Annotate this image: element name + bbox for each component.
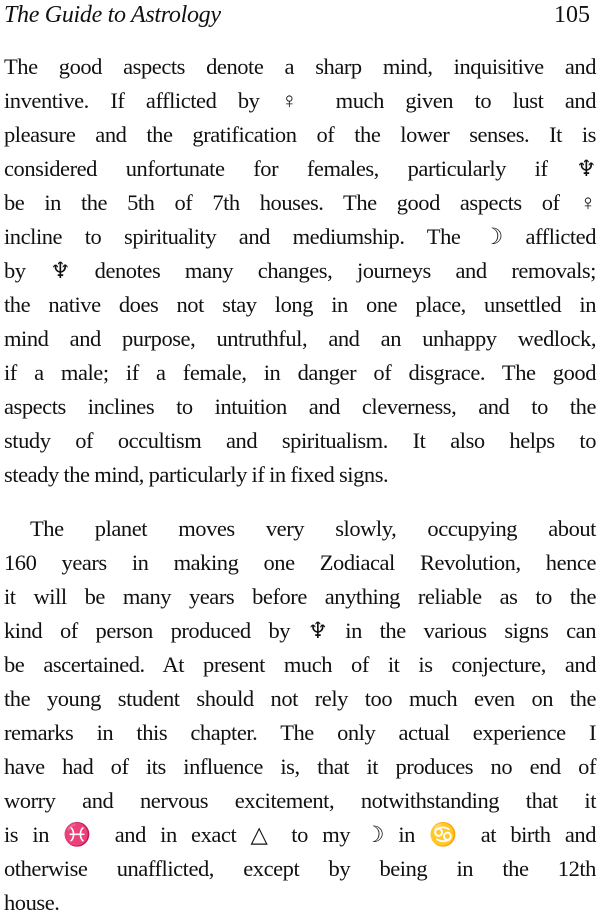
text-line: inventive. If afflicted by ♀ much given to lust and <box>4 88 596 113</box>
text-line: steady the mind, particularly if in fixed signs. <box>4 462 389 487</box>
text-line: the young student should not rely too much even on the <box>4 686 596 711</box>
text-line: remarks in this chapter. The only actual experience I <box>4 720 596 745</box>
text-line: mind and purpose, untruthful, and an unhappy wedlock, <box>4 326 596 351</box>
text-line: The planet moves very slowly, occupying about <box>30 516 596 541</box>
text-line: aspects inclines to intuition and cleverness, and to the <box>4 394 596 419</box>
text-line: the native does not stay long in one place, unsettled in <box>4 292 596 317</box>
text-line: kind of person produced by ♆ in the various signs can <box>4 618 596 643</box>
paragraph-spacer <box>4 492 596 512</box>
paragraph-2 <box>4 512 596 920</box>
text-line: house. <box>4 890 60 915</box>
text-line: by ♆ denotes many changes, journeys and removals; <box>4 258 596 283</box>
text-line: if a male; if a female, in danger of disgrace. The good <box>4 360 596 385</box>
page-header <box>4 2 590 32</box>
text-line: 160 years in making one Zodiacal Revolution, hence <box>4 550 596 575</box>
text-line: be ascertained. At present much of it is conjecture, and <box>4 652 596 677</box>
text-line: have had of its influence is, that it produces no end of <box>4 754 596 779</box>
text-line: pleasure and the gratification of the lower senses. It is <box>4 122 596 147</box>
text-line: otherwise unafflicted, except by being in the 12th <box>4 856 596 881</box>
text-line: worry and nervous excitement, notwithstanding that it <box>4 788 596 813</box>
text-line: The good aspects denote a sharp mind, inquisitive and <box>4 54 596 79</box>
running-title: The Guide to Astrology <box>4 2 221 28</box>
body-text <box>4 50 596 920</box>
page-number: 105 <box>554 2 590 28</box>
text-line: be in the 5th of 7th houses. The good aspects of ♀ <box>4 190 596 215</box>
text-line: is in ♓ and in exact △ to my ☽ in ♋ at birth and <box>4 822 596 847</box>
text-line: considered unfortunate for females, particularly if ♆ <box>4 156 596 181</box>
text-line: it will be many years before anything reliable as to the <box>4 584 596 609</box>
text-line: study of occultism and spiritualism. It also helps to <box>4 428 596 453</box>
text-line: incline to spirituality and mediumship. The ☽ afflicted <box>4 224 596 249</box>
paragraph-1 <box>4 50 596 492</box>
